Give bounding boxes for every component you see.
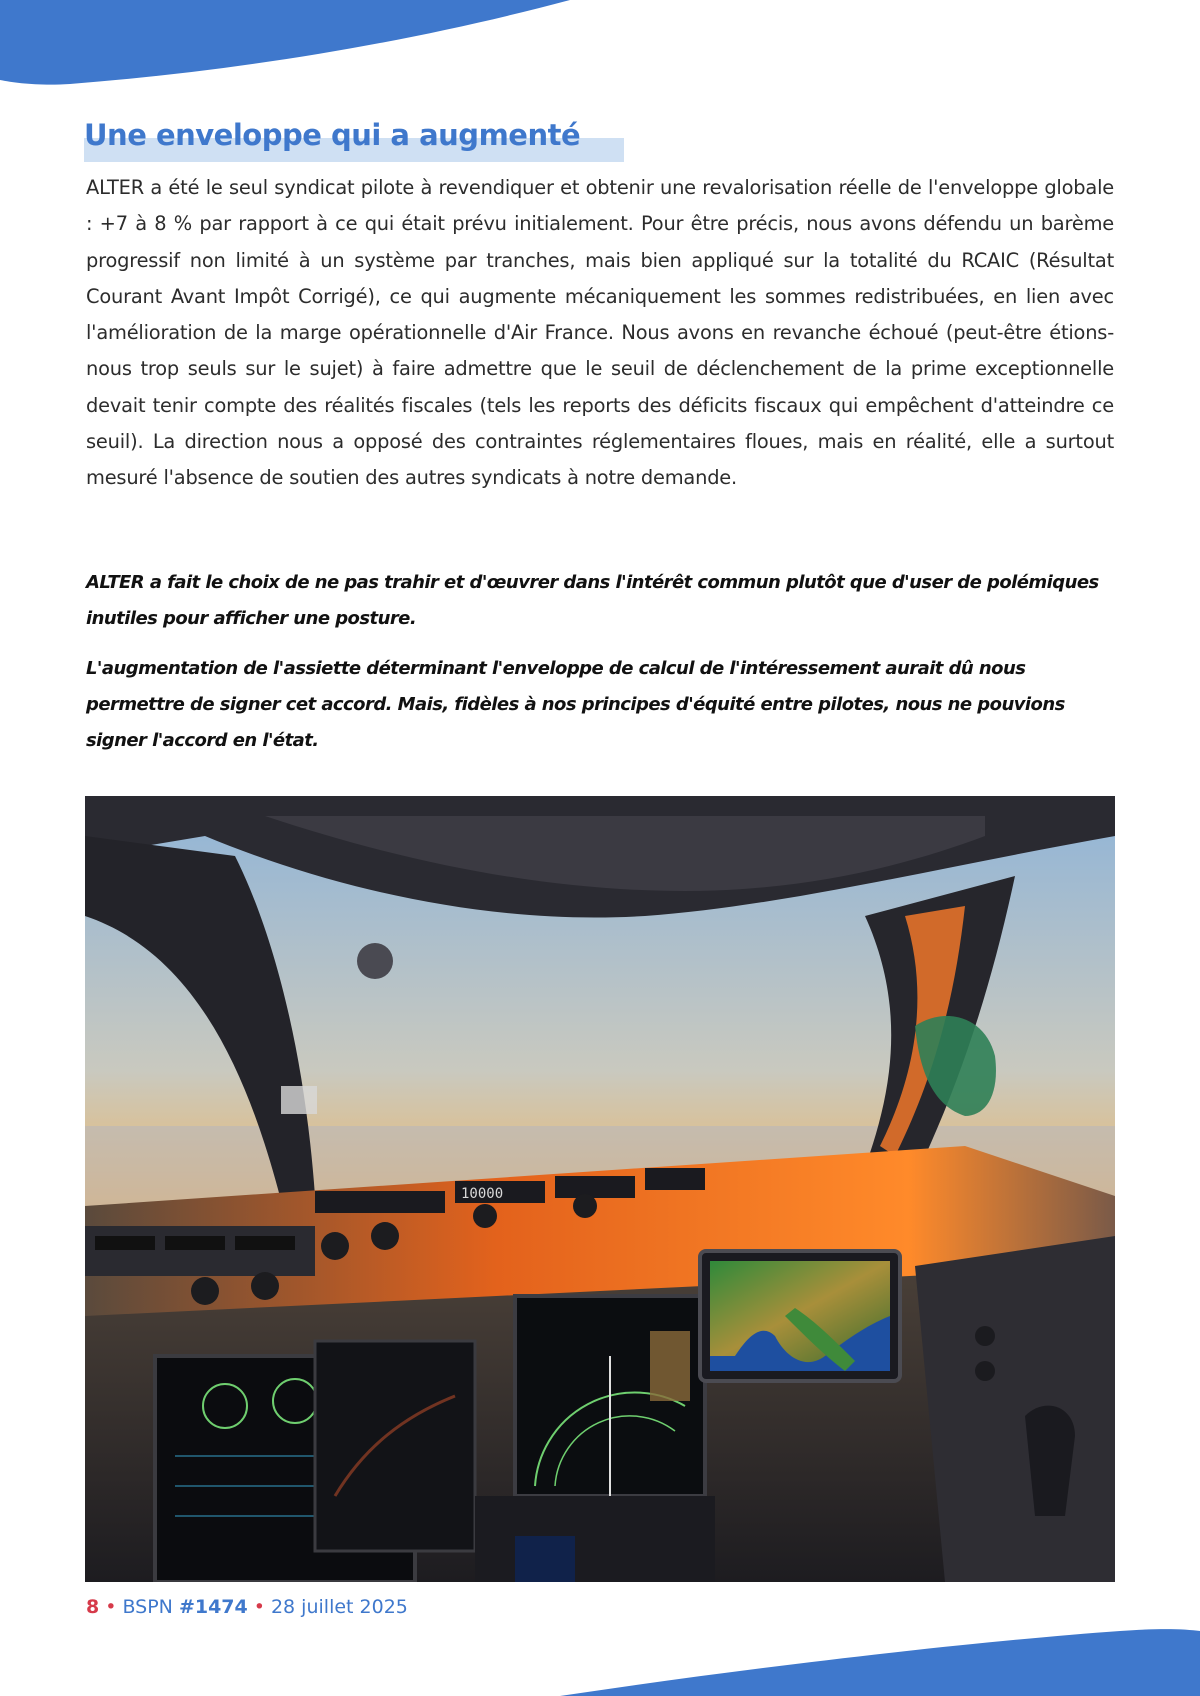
body-paragraph: ALTER a été le seul syndicat pilote à revendiquer et obtenir une revalorisation réelle de l'enveloppe globale : +7 à 8 % par rapport à ce qui était prévu initialement. Pour être précis, nous avons défendu un barème progressif non limité à un système par tranches, mais bien appliqué sur la totalité du RCAIC (Résultat Courant Avant Impôt Corrigé), ce qui augmente mécaniquement les sommes redistribuées, en lien avec l'amélioration de la marge opérationnelle d'Air France. Nous avons en revanche échoué (peut-être étions-nous trop seuls sur le sujet) à faire admettre que le seuil de déclenchement de la prime exceptionnelle devait tenir compte des réalités fiscales (tels les reports des déficits fiscaux qui empêchent d'atteindre ce seuil). La direction nous a opposé des contraintes réglementaires floues, mais en réalité, elle a surtout mesuré l'absence de soutien des autres syndicats à notre demande. (86, 176, 1114, 490)
cockpit-photo (85, 796, 1115, 1582)
emphasis-paragraph-1: ALTER a fait le choix de ne pas trahir et d'œuvrer dans l'intérêt commun plutôt que d'user de polémiques inutiles pour afficher une posture. (86, 572, 1099, 629)
page-title: Une enveloppe qui a augmenté (84, 118, 581, 152)
page-number: 8 (86, 1596, 100, 1618)
panel-readout: 10000 (461, 1186, 504, 1202)
bottom-wave-decoration (0, 1606, 1200, 1696)
section-heading (84, 118, 580, 152)
footer-separator-2: • (253, 1596, 265, 1618)
emphasis-paragraph-2: L'augmentation de l'assiette déterminant l'enveloppe de calcul de l'intéressement aurait dû nous permettre de signer cet accord. Mais, fidèles à nos principes d'équité entre pilotes, nous ne pouvions signer l'accord en l'état. (86, 658, 1065, 751)
top-wave-decoration (0, 0, 1200, 90)
footer-separator-1: • (105, 1596, 117, 1618)
page-footer (86, 1596, 408, 1618)
issue-number: #1474 (178, 1596, 248, 1618)
publication-name: BSPN (122, 1596, 173, 1618)
publication-date: 28 juillet 2025 (270, 1596, 408, 1618)
